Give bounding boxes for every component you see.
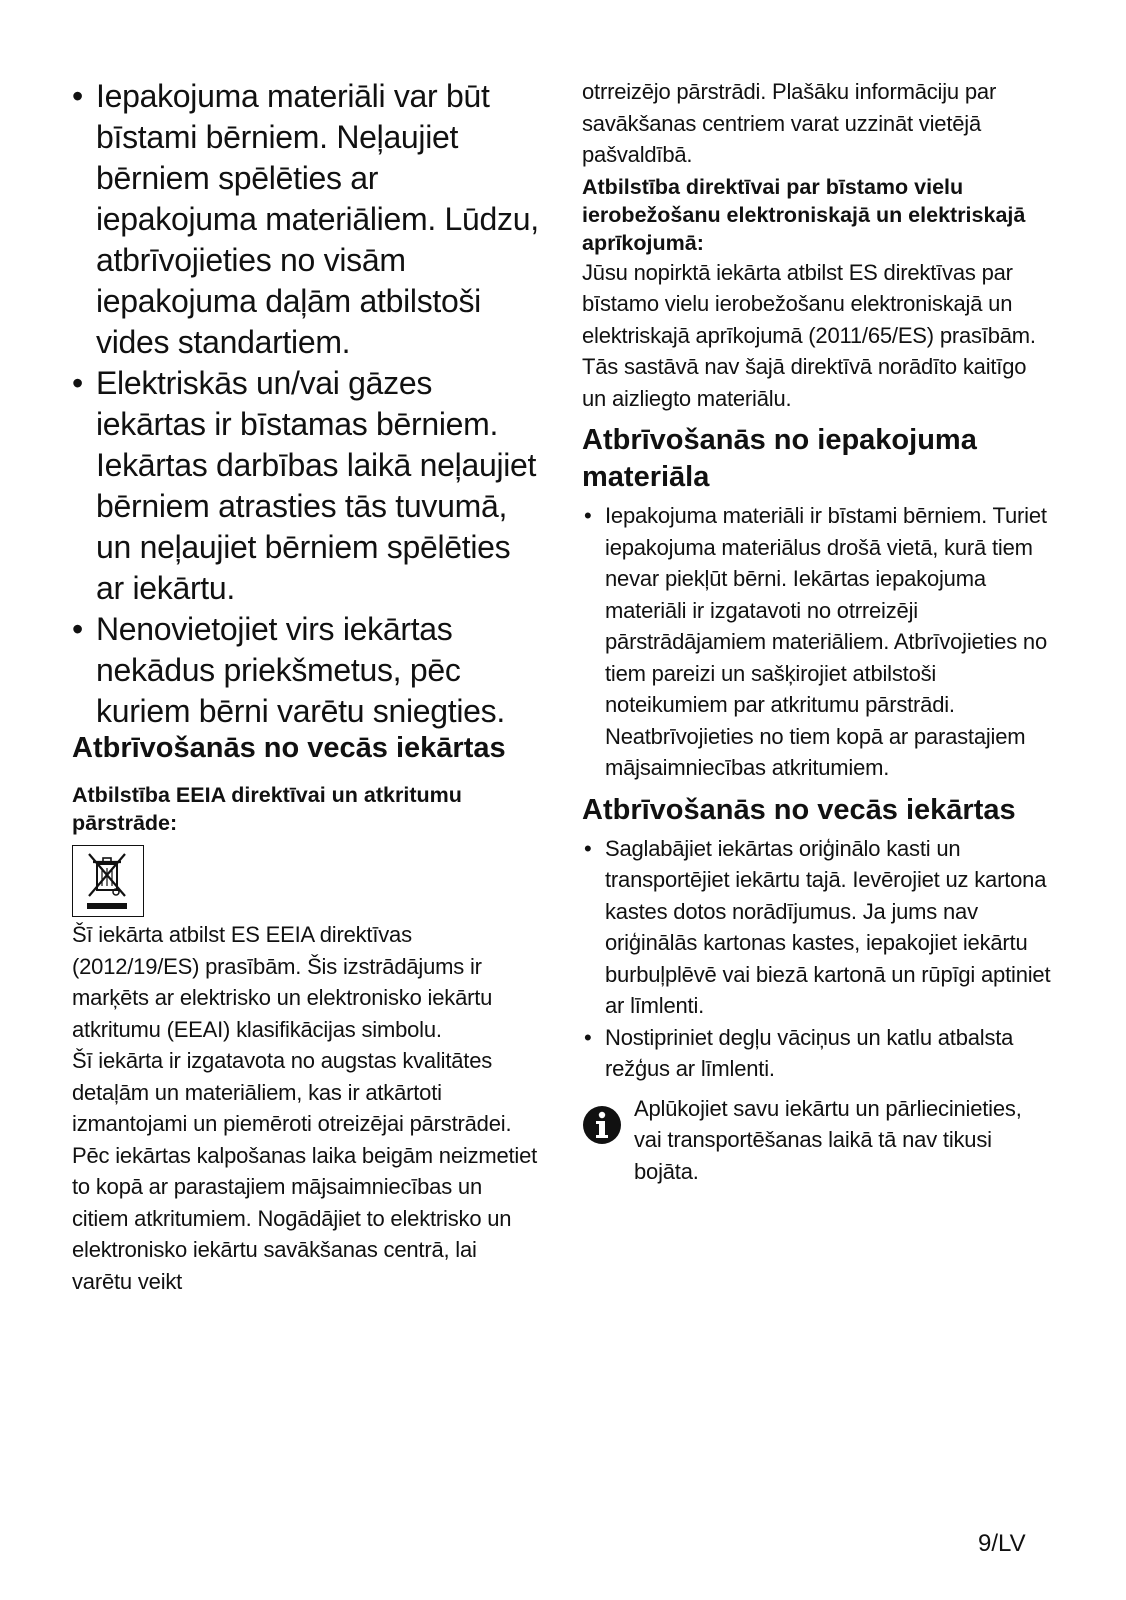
list-item: • Iepakojuma materiāli ir bīstami bērniem. Turiet iepakojuma materiālus drošā vietā, kurā tiem nevar piekļūt bērni. Iekārtas iepakojuma materiāli ir izgatavoti no otrreizēji pārstrādājamiem materiāliem. Atbrīvojieties no tiem pareizi un sašķirojiet atbilstoši noteikumiem par atkritumu pārstrādi. Neatbrīvojieties no tiem kopā ar parastajiem mājsaimniecības atkritumiem.: [582, 500, 1052, 784]
heading-old-appliance-transport: Atbrīvošanās no vecās iekārtas: [582, 793, 1016, 826]
rohs-compliance-text: Jūsu nopirktā iekārta atbilst ES direktīvas par bīstamo vielu ierobežošanu elektroniskajā un elektriskajā aprīkojumā (2011/65/ES) prasībām. Tās sastāvā nav šajā direktīvā norādīto kaitīgo un aizliegto materiālu.: [582, 259, 1036, 411]
list-item: • Saglabājiet iekārtas oriģinālo kasti un transportējiet iekārtu tajā. Ievērojiet uz kartona kastes dotos norādījumus. Ja jums nav oriģinālās kartonas kastes, iepakojiet iekārtu burbuļplēvē vai biezā kartonā un rūpīgi aptiniet ar līmlenti.: [582, 833, 1052, 1022]
packaging-list: [582, 500, 1052, 784]
transport-list: [582, 833, 1052, 1085]
subheading-weee: Atbilstība EEIA direktīvai un atkritumu pārstrāde:: [72, 783, 462, 835]
weee-compliance-text: Šī iekārta atbilst ES EEIA direktīvas (2012/19/ES) prasībām. Šis izstrādājums ir marķēts ar elektrisko un elektronisko iekārtu atkritumu (EEAI) klasifikācijas simbolu.: [72, 922, 493, 1042]
info-icon: [582, 1105, 622, 1145]
list-item: • Nenovietojiet virs iekārtas nekādus priekšmetus, pēc kuriem bērni varētu sniegties.: [72, 609, 542, 732]
heading-old-appliance-disposal: Atbrīvošanās no vecās iekārtas: [72, 732, 506, 764]
list-item: • Elektriskās un/vai gāzes iekārtas ir bīstamas bērniem. Iekārtas darbības laikā neļaujiet bērniem atrasties tās tuvumā, un neļaujiet bērniem spēlēties ar iekārtu.: [72, 363, 542, 609]
list-item: • Nostipriniet degļu vāciņus un katlu atbalsta režģus ar līmlenti.: [582, 1022, 1052, 1085]
recycling-text: Šī iekārta ir izgatavota no augstas kvalitātes detaļām un materiāliem, kas ir atkārtoti izmantojami un piemēroti otreizējai pārstrādei. Pēc iekārtas kalpošanas laika beigām neizmetiet to kopā ar parastajiem mājsaimniecības un citiem atkritumiem. Nogādājiet to elektrisko un elektronisko iekārtu savākšanas centrā, lai varētu veikt: [72, 1048, 538, 1294]
heading-packaging-disposal: Atbrīvošanās no iepakojuma materiāla: [582, 424, 977, 493]
list-item: • Iepakojuma materiāli var būt bīstami bērniem. Neļaujiet bērniem spēlēties ar iepakojuma materiāliem. Lūdzu, atbrīvojieties no visām iepakojuma daļām atbilstoši vides standartiem.: [72, 76, 542, 363]
info-text: Aplūkojiet savu iekārtu un pārliecinieties, vai transportēšanas laikā tā nav tikusi bojāta.: [634, 1095, 1022, 1184]
weee-bin-icon: [72, 845, 144, 917]
recycling-continuation-text: otrreizējo pārstrādi. Plašāku informāciju par savākšanas centriem varat uzzināt vietējā pašvaldībā.: [582, 79, 997, 167]
page-number: 9/LV: [978, 1530, 1026, 1557]
subheading-rohs: Atbilstība direktīvai par bīstamo vielu ierobežošanu elektroniskajā un elektriskajā aprīkojumā:: [582, 174, 1026, 255]
child-safety-list: [72, 76, 542, 732]
info-note: [582, 1093, 1052, 1188]
